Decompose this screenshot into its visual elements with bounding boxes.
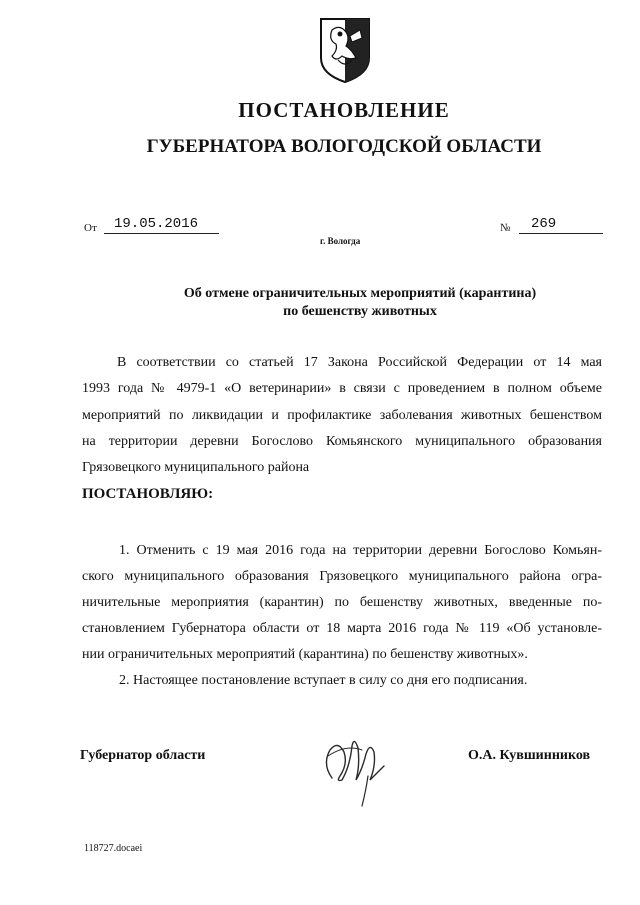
item-line: 2. Настоящее постановление вступает в силу со дня его подписания. [119, 673, 528, 688]
item-line: ского муниципального образования Грязовецкого муниципального района огра- [82, 569, 602, 584]
preamble-line: мероприятий по ликвидации и профилактике заболевания животных бешенством [82, 408, 602, 423]
document-date: 19.05.2016 [104, 216, 219, 234]
coat-of-arms-emblem [318, 16, 372, 84]
subject-line: Об отмене ограничительных мероприятий (карантина) [183, 286, 537, 301]
date-label: От [84, 222, 97, 234]
item-line: 1. Отменить с 19 мая 2016 года на территории деревни Богослово Комьян- [119, 543, 602, 558]
file-reference: 118727.docaei [84, 843, 143, 854]
item-line: ничительные мероприятия (карантин) по бешенству животных, введенные по- [82, 595, 602, 610]
document-number: 269 [519, 216, 603, 234]
preamble-line: на территории деревни Богослово Комьянского муниципального образования [82, 434, 602, 449]
signatory-title: Губернатор области [80, 748, 206, 763]
item-line: нии ограничительных мероприятий (карантина) по бешенству животных». [82, 647, 528, 662]
document-subject [120, 285, 600, 321]
document-subtitle: ГУБЕРНАТОРА ВОЛОГОДСКОЙ ОБЛАСТИ [146, 136, 542, 157]
number-label: № [500, 222, 511, 234]
preamble-line: Грязовецкого муниципального района [82, 460, 310, 475]
preamble-line: В соответствии со статьей 17 Закона Российской Федерации от 14 мая [117, 355, 602, 370]
city-label: г. Вологда [320, 236, 361, 246]
item-line: становлением Губернатора области от 18 марта 2016 года № 119 «Об установле- [82, 621, 602, 636]
handwritten-signature [318, 726, 392, 810]
document-title: ПОСТАНОВЛЕНИЕ [238, 98, 450, 122]
subject-line: по бешенству животных [283, 304, 437, 319]
decree-heading: ПОСТАНОВЛЯЮ: [82, 486, 214, 502]
signatory-name: О.А. Кувшинников [468, 748, 591, 763]
preamble-line: 1993 года № 4979-1 «О ветеринарии» в связи с проведением в полном объеме [82, 381, 602, 396]
